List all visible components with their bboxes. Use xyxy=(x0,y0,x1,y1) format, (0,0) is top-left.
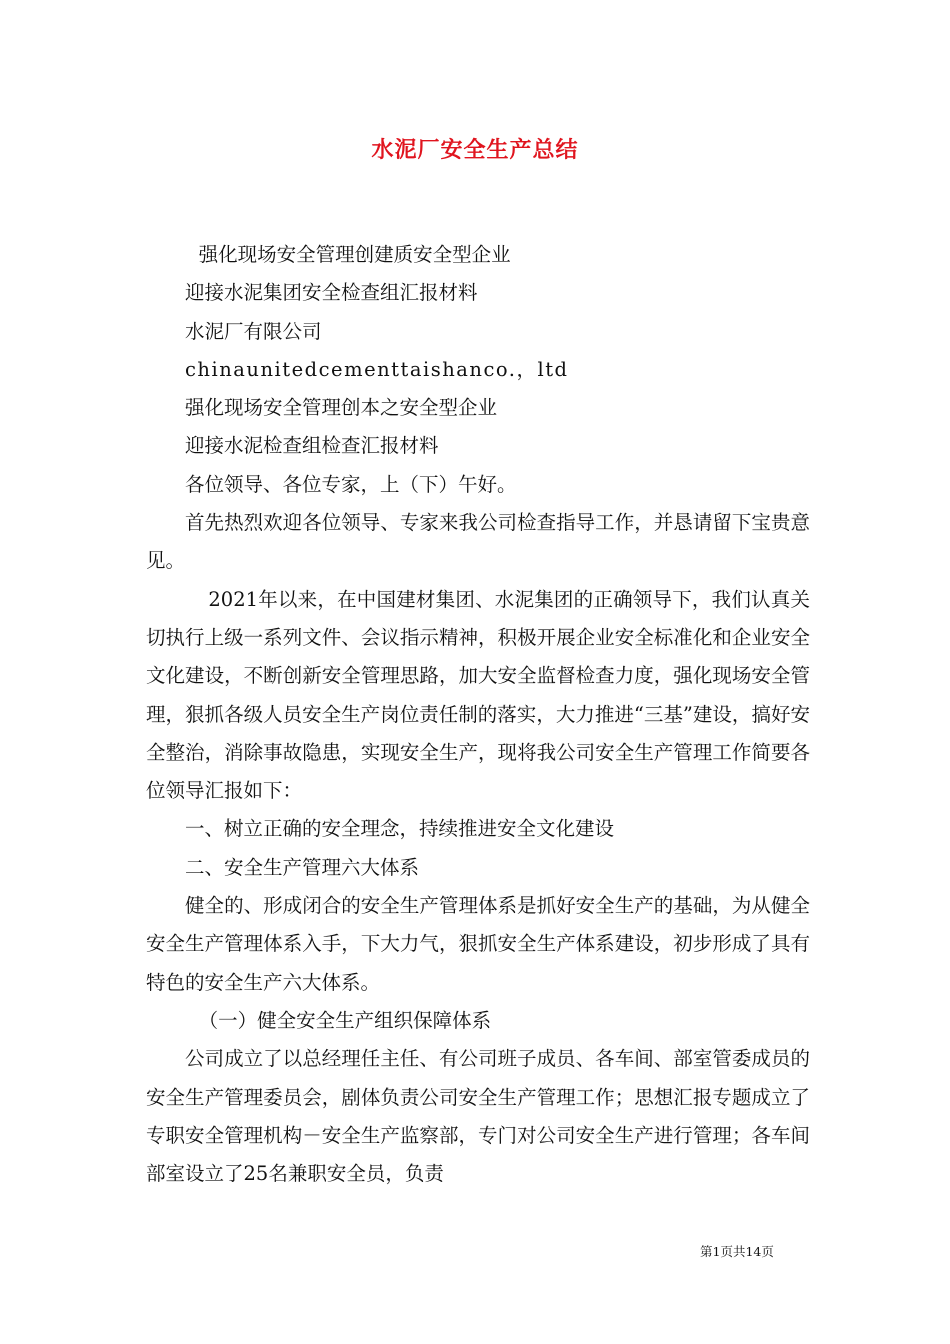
section-heading-1: 一、树立正确的安全理念，持续推进安全文化建设 xyxy=(185,817,615,841)
paragraph-subtitle-1: 强化现场安全管理创建质安全型企业 xyxy=(198,243,511,266)
paragraph-subtitle-2: 迎接水泥集团安全检查组汇报材料 xyxy=(185,281,478,305)
paragraph-system-basis: 健全的、形成闭合的安全生产管理体系是抓好安全生产的基础，为从健全安全生产管理体系入手，下大力气，狠抓安全生产体系建设，初步形成了具有特色的安全生产六大体系。 xyxy=(146,894,810,994)
paragraph-greeting: 各位领导、各位专家，上（下）午好。 xyxy=(185,472,517,496)
paragraph-company-english: chinaunitedcementtaishanco.，ltd xyxy=(185,357,569,381)
document-title: 水泥厂安全生产总结 xyxy=(371,138,579,163)
paragraph-overview: 2021年以来，在中国建材集团、水泥集团的正确领导下，我们认真关切执行上级一系列文件、会议指示精神，积极开展企业安全标准化和企业安全文化建设，不断创新安全管理思路，加大安全监督检查力度，强化现场安全管理，狠抓各级人员安全生产岗位责任制的落实，大力推进“三基”建设，搞好安全整治，消除事故隐患，实现安全生产，现将我公司安全生产管理工作简要各位领导汇报如下： xyxy=(146,587,810,803)
document-body xyxy=(146,236,810,1193)
section-heading-2: 二、安全生产管理六大体系 xyxy=(185,855,420,879)
page-number: 第1页共14页 xyxy=(700,1244,774,1259)
paragraph-welcome: 首先热烈欢迎各位领导、专家来我公司检查指导工作，并恳请留下宝贵意见。 xyxy=(146,511,810,573)
paragraph-company-name: 水泥厂有限公司 xyxy=(185,319,322,343)
paragraph-organization: 公司成立了以总经理任主任、有公司班子成员、各车间、部室管委成员的安全生产管理委员会，剧体负责公司安全生产管理工作；思想汇报专题成立了专职安全管理机构－安全生产监察部，专门对公司安全生产进行管理；各车间部室设立了25名兼职安全员，负责 xyxy=(146,1047,810,1186)
paragraph-subtitle-4: 迎接水泥检查组检查汇报材料 xyxy=(185,434,439,458)
paragraph-subtitle-3: 强化现场安全管理创本之安全型企业 xyxy=(185,396,498,420)
subsection-heading-1: （一）健全安全生产组织保障体系 xyxy=(198,1008,492,1032)
